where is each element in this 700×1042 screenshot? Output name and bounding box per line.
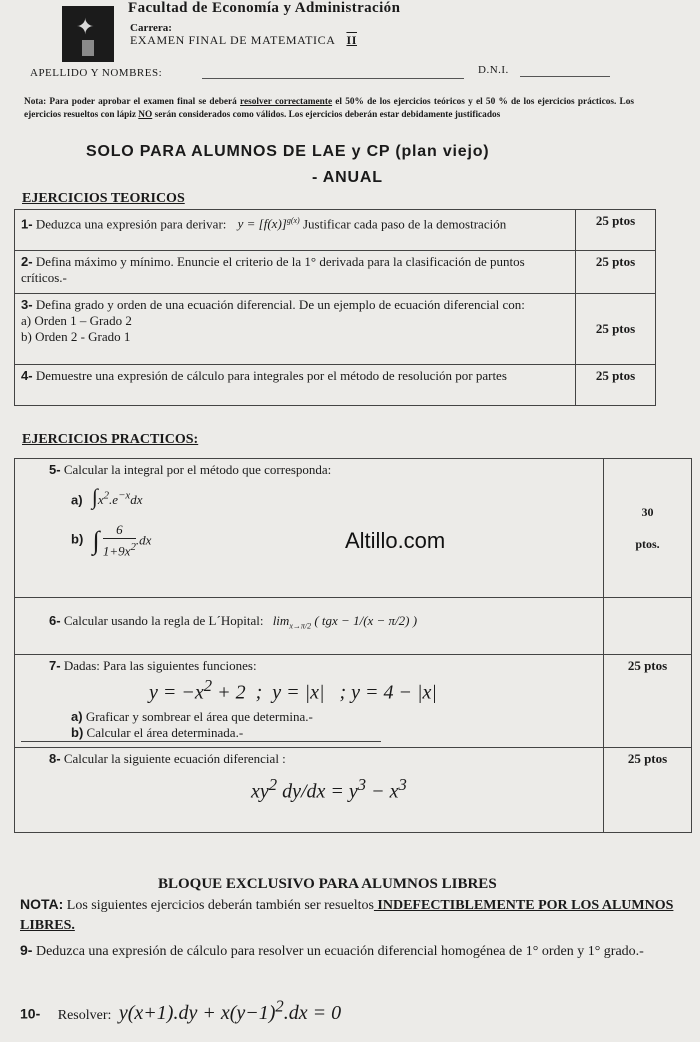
exercise-9: 9- Deduzca una expresión de cálculo para resolver un ecuación diferencial homogénea de 1° orden y 1° grado.- — [20, 942, 644, 959]
table-row: 2- Defina máximo y mínimo. Enuncie el criterio de la 1° derivada para la clasificación de puntos críticos.- 25 ptos — [15, 251, 656, 294]
points-cell: 30 ptos. — [604, 459, 692, 598]
points-cell: 25 ptos — [576, 365, 656, 406]
points-cell: 25 ptos — [604, 748, 692, 833]
dni-label: D.N.I. — [478, 64, 509, 76]
ode-formula: $y(x+1).dy + x(y-1)^2.dx = 0$ — [118, 996, 342, 1024]
free-block-title: BLOQUE EXCLUSIVO PARA ALUMNOS LIBRES — [158, 876, 497, 892]
practice-table — [14, 458, 692, 833]
lhopital-limit: $\lim_{x\to\pi/2}$ ( tgx − 1/(x − π/2) ) — [272, 613, 418, 631]
university-logo — [62, 6, 114, 62]
practice-section-title: EJERCICIOS PRACTICOS: — [22, 432, 199, 447]
functions-formula: $y = -x^2 + 2$ ; y = |x| ; y = 4 − |x| — [149, 676, 437, 704]
audience-title: SOLO PARA ALUMNOS DE LAE y CP (plan viejo) — [86, 143, 490, 160]
faculty-name: Facultad de Economía y Administración — [128, 0, 401, 16]
dni-line — [520, 76, 610, 77]
exam-level: II — [346, 33, 357, 47]
name-label: APELLIDO Y NOMBRES: — [30, 67, 163, 79]
emblem-base-icon — [82, 40, 94, 56]
table-row: 5- Calcular la integral por el método que corresponda: a) $\int x^2.e^{-x}dx$ b) ∫ $\frac{6}{1+9x^2}$ .dx 30 ptos. — [15, 459, 692, 598]
table-row: 8- Calcular la siguiente ecuación diferencial : $xy^2$ $dy/dx = y^3 - x^3$ 25 ptos — [15, 748, 692, 833]
exam-title: EXAMEN FINAL DE MATEMATICA II — [130, 33, 357, 47]
star-emblem-icon: ✦ — [76, 14, 95, 39]
watermark: Altillo.com — [345, 528, 446, 553]
theory-section-title: EJERCICIOS TEORICOS — [22, 191, 185, 206]
differential-equation: $xy^2$ $dy/dx = y^3 - x^3$ — [251, 775, 407, 803]
free-block-note: NOTA: Los siguientes ejercicios deberán también ser resueltos INDEFECTIBLEMENTE POR LOS ALUMNOS LIBRES. — [20, 896, 674, 933]
derivative-formula: y = [f(x)] — [237, 216, 287, 232]
table-row: 6- Calcular usando la regla de L´Hopital: $\lim_{x\to\pi/2}$ ( tgx − 1/(x − π/2) ) — [15, 598, 692, 655]
theory-table — [14, 209, 656, 406]
table-row: 7- Dadas: Para las siguientes funciones: $y = -x^2 + 2$ ; y = |x| ; y = 4 − |x| a) Graficar y sombrear el área que determina.- b) Calcular el área determinada.- 25 ptos — [15, 655, 692, 748]
points-cell: 25 ptos — [576, 294, 656, 365]
table-row: 4- Demuestre una expresión de cálculo para integrales por el método de resolución por partes 25 ptos — [15, 365, 656, 406]
points-cell: 25 ptos — [604, 655, 692, 748]
table-row: 3- Defina grado y orden de una ecuación diferencial. De un ejemplo de ecuación diferencial con: a) Orden 1 – Grado 2 b) Orden 2 - Grado 1 25 ptos — [15, 294, 656, 365]
modality-title: - ANUAL — [312, 169, 383, 186]
career-label: Carrera: — [130, 22, 172, 34]
integral-b: b) ∫ $\frac{6}{1+9x^2}$ .dx — [71, 522, 152, 559]
exercise-10: 10- Resolver: $y(x+1).dy + x(y-1)^2.dx = 0$ — [20, 996, 342, 1024]
exam-note: Nota: Para poder aprobar el examen final se deberá resolver correctamente el 50% de los ejercicios teóricos y el 50 % de los ejercicios prácticos. Los ejercicios resueltos con lápiz NO serán considerados como válidos. Los ejercicios deberán estar debidamente justificados — [24, 97, 634, 120]
integral-a: a) $\int x^2.e^{-x}dx$ — [71, 484, 143, 510]
points-cell: 25 ptos — [576, 251, 656, 294]
name-line — [202, 78, 464, 79]
points-cell: 25 ptos — [576, 210, 656, 251]
table-row: 1- Deduzca una expresión para derivar: $y = [f(x)]^{g(x)}$ Justificar cada paso de la demostración 25 ptos — [15, 210, 656, 251]
